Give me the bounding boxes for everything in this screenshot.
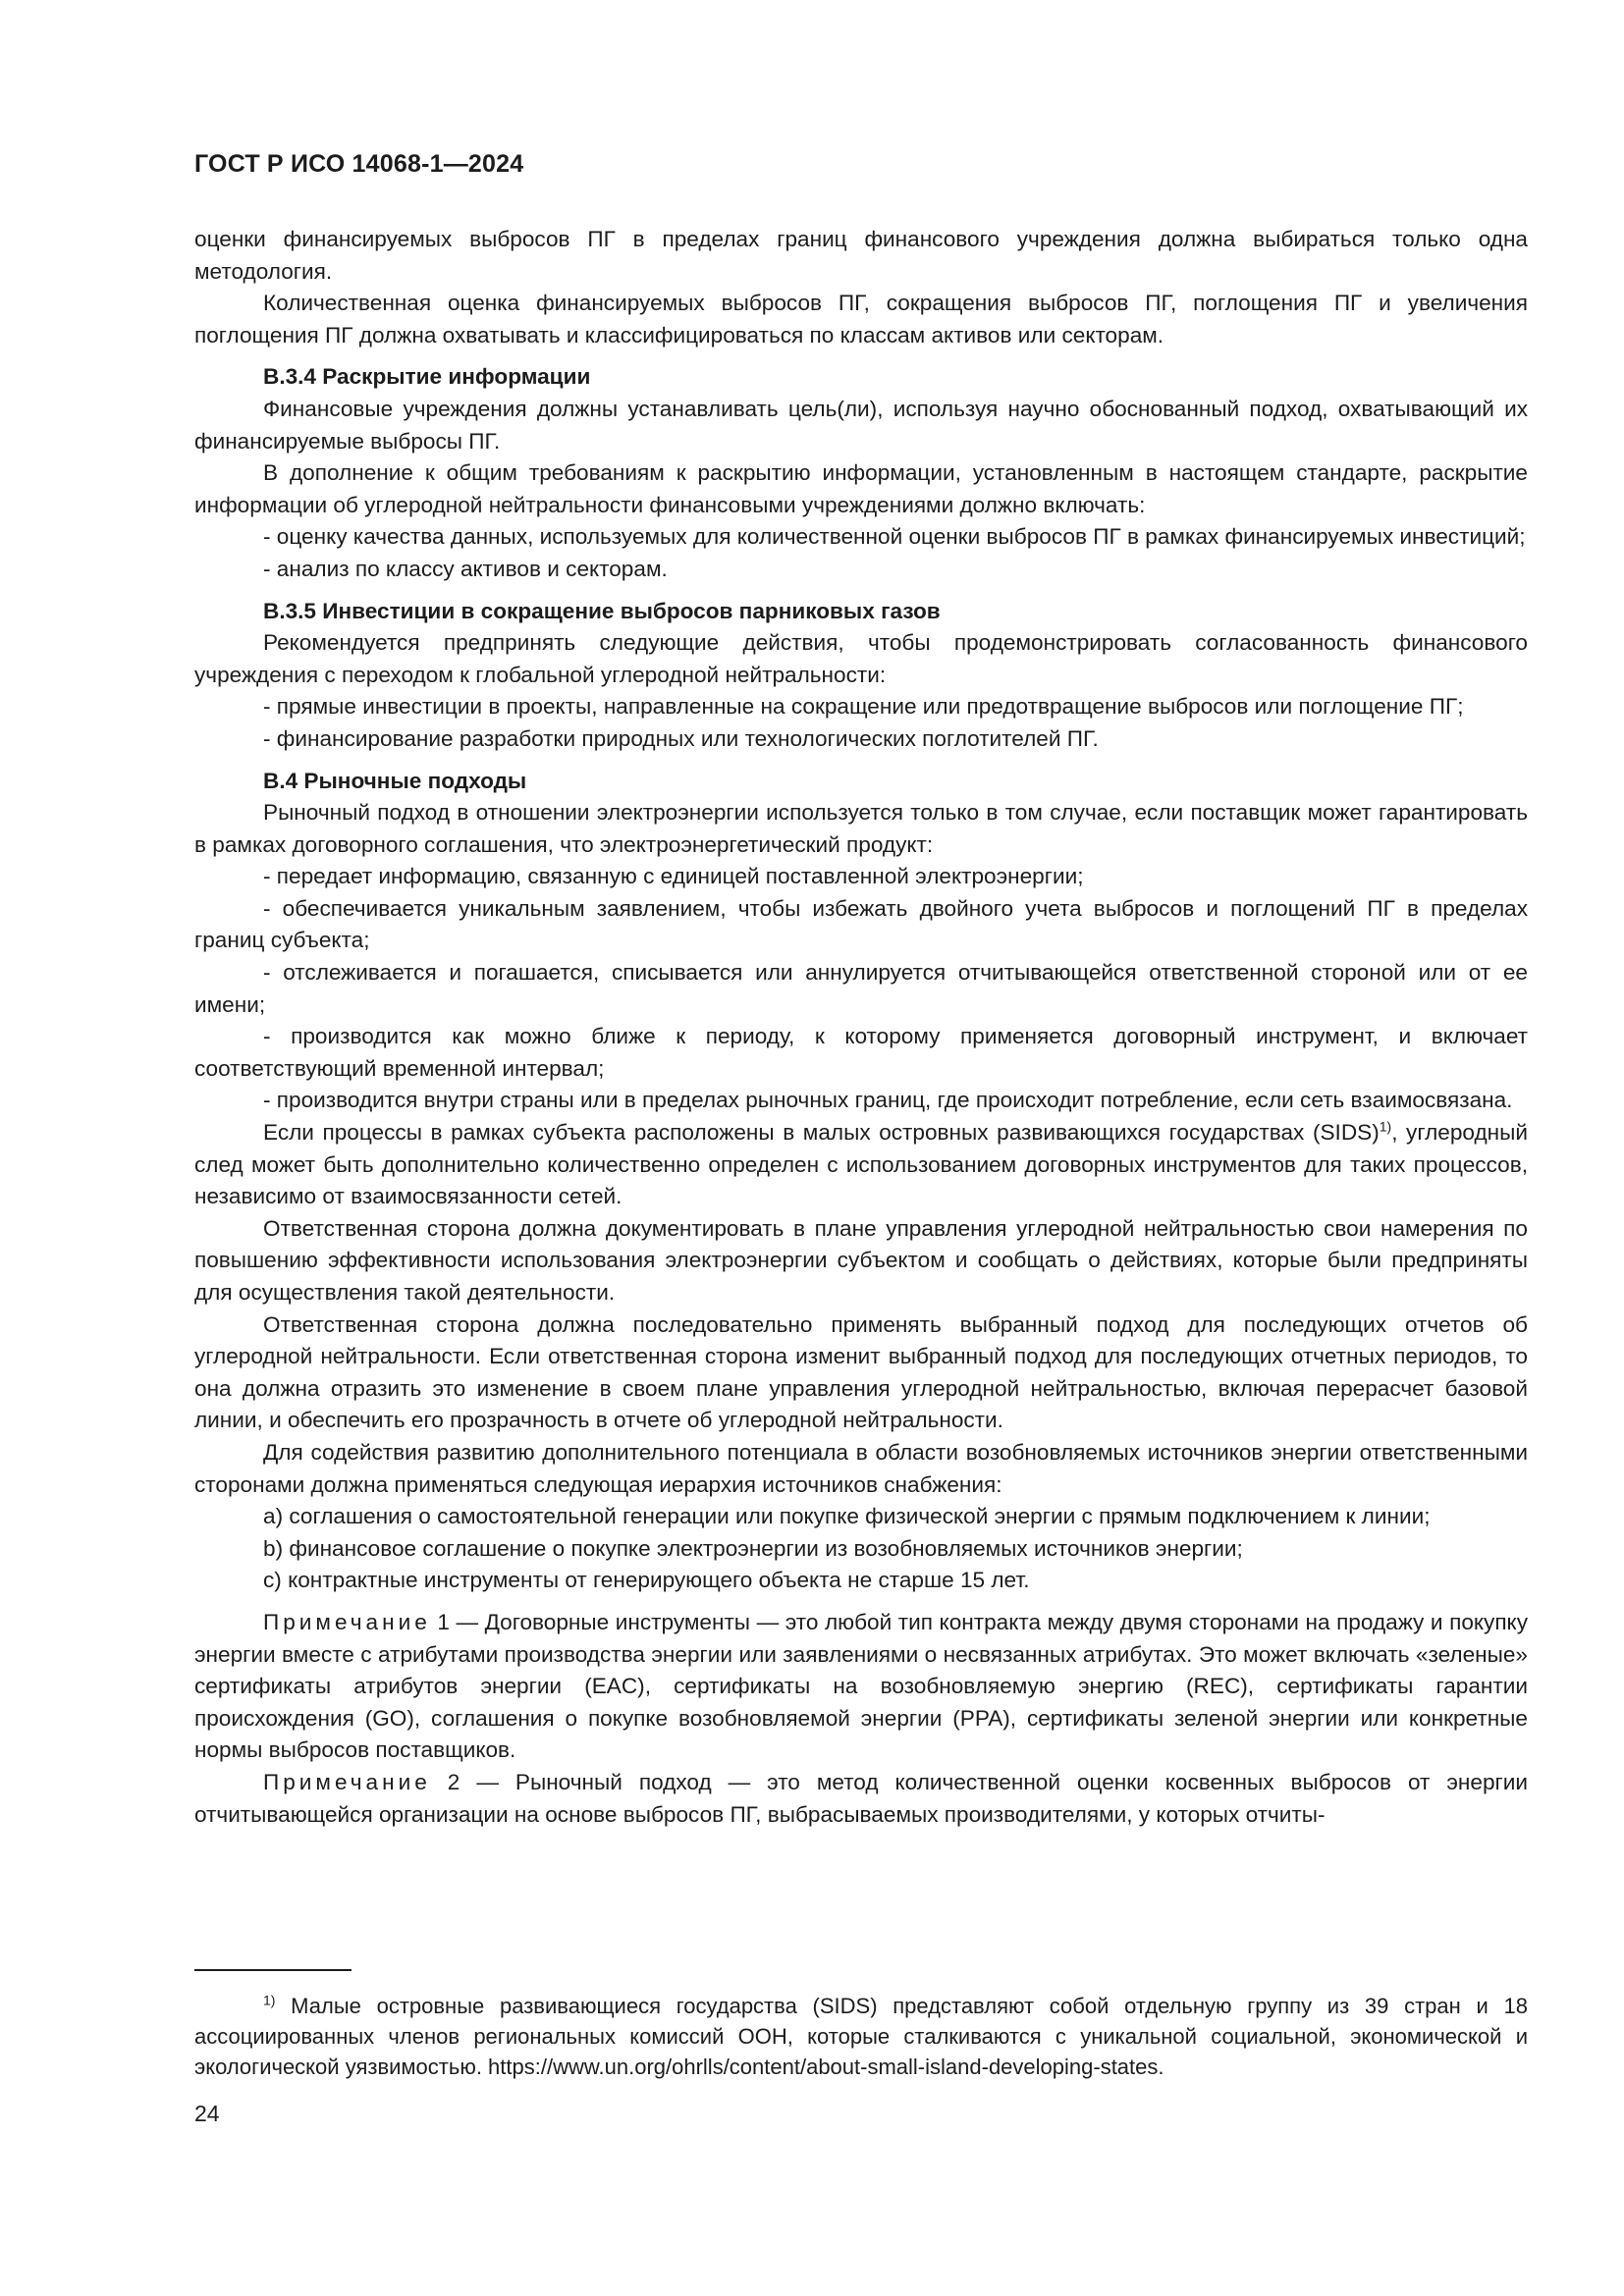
paragraph: Рыночный подход в отношении электроэнергии используется только в том случае, если поставщик может гарантировать в рамках договорного соглашения, что электроэнергетический продукт: [194, 800, 1528, 857]
list-item: - передает информацию, связанную с единицей поставленной электроэнергии; [263, 864, 1084, 889]
list-item: - производится как можно ближе к периоду, к которому применяется договорный инструмент, и включает соответствующий временной интервал; [194, 1024, 1528, 1081]
list-item: - отслеживается и погашается, списывается или аннулируется отчитывающейся ответственной стороной или от ее имени; [194, 960, 1528, 1017]
note-label: Примечание [263, 1609, 431, 1634]
paragraph: Для содействия развитию дополнительного потенциала в области возобновляемых источников энергии ответственными сторонами должна применяться следующая иерархия источников снабжения: [194, 1439, 1528, 1497]
footnote-divider [194, 1969, 352, 1971]
list-item: - прямые инвестиции в проекты, направленные на сокращение или предотвращение выбросов или поглощение ПГ; [263, 694, 1464, 720]
document-body [194, 224, 1528, 1831]
paragraph-text: Если процессы в рамках субъекта расположены в малых островных развивающихся государствах (SIDS) [263, 1120, 1380, 1146]
paragraph: Ответственная сторона должна документировать в плане управления углеродной нейтральностью свои намерения по повышению эффективности использования электроэнергии субъектом и сообщать о действиях, которые были предприняты для осуществления такой деятельности. [194, 1215, 1528, 1305]
note-text: 2 — Рыночный подход — это метод количественной оценки косвенных выбросов от энергии отчитывающейся организации на основе выбросов ПГ, выбрасываемых производителями, у которых отчиты- [194, 1769, 1528, 1827]
list-item: - оценку качества данных, используемых для количественной оценки выбросов ПГ в рамках финансируемых инвестиций; [263, 524, 1526, 550]
paragraph: В дополнение к общим требованиям к раскрытию информации, установленным в настоящем стандарте, раскрытие информации об углеродной нейтральности финансовыми учреждениями должно включать: [194, 460, 1528, 517]
list-item: - анализ по классу активов и секторам. [263, 556, 668, 581]
list-item: - финансирование разработки природных или технологических поглотителей ПГ. [263, 725, 1099, 751]
list-item: c) контрактные инструменты от генерирующего объекта не старше 15 лет. [263, 1568, 1030, 1593]
footnote-ref: 1) [1379, 1118, 1392, 1135]
footnote [194, 1991, 1528, 2082]
paragraph: Рекомендуется предпринять следующие действия, чтобы продемонстрировать согласованность финансового учреждения с переходом к глобальной углеродной нейтральности: [194, 630, 1528, 687]
list-item: a) соглашения о самостоятельной генерации или покупке физической энергии с прямым подключением к линии; [263, 1504, 1431, 1529]
paragraph [194, 1117, 1528, 1213]
list-item: b) финансовое соглашение о покупке электроэнергии из возобновляемых источников энергии; [263, 1535, 1243, 1561]
list-item: - производится внутри страны или в пределах рыночных границ, где происходит потребление, если сеть взаимосвязана. [263, 1088, 1513, 1113]
section-heading-b35: B.3.5 Инвестиции в сокращение выбросов парниковых газов [263, 598, 941, 623]
paragraph-text: , углеродный след может быть дополнительно количественно определен с использованием договорных инструментов для таких процессов, независимо от взаимосвязанности сетей. [194, 1120, 1528, 1209]
footnote-text [194, 1991, 1528, 2082]
section-heading-b4: B.4 Рыночные подходы [263, 768, 527, 793]
paragraph: Финансовые учреждения должны устанавливать цель(ли), используя научно обоснованный подход, охватывающий их финансируемые выбросы ПГ. [194, 396, 1528, 454]
footnote-mark: 1) [263, 1992, 276, 2008]
page-number: 24 [194, 2101, 220, 2126]
note-label: Примечание [263, 1769, 431, 1794]
note-text: 1 — Договорные инструменты — это любой тип контракта между двумя сторонами на продажу и покупку энергии вместе с атрибутами производства энергии или заявлениями о несвязанных атрибутах. Это может включать «зеленые» сертификаты атрибутов энергии (EAC), сертификаты на возобновляемую энергию (REC), сертификаты гарантии происхождения (GO), соглашения о покупке возобновляемой энергии (PPA), сертификаты зеленой энергии или конкретные нормы выбросов поставщиков. [194, 1609, 1528, 1763]
paragraph: Ответственная сторона должна последовательно применять выбранный подход для последующих отчетов об углеродной нейтральности. Если ответственная сторона изменит выбранный подход для последующих отчетных периодов, то она должна отразить это изменение в своем плане управления углеродной нейтральностью, включая перерасчет базовой линии, и обеспечить его прозрачность в отчете об углеродной нейтральности. [194, 1311, 1528, 1433]
list-item: - обеспечивается уникальным заявлением, чтобы избежать двойного учета выбросов и поглощений ПГ в пределах границ субъекта; [194, 895, 1528, 953]
paragraph: оценки финансируемых выбросов ПГ в пределах границ финансового учреждения должна выбираться только одна методология. [194, 227, 1528, 284]
note-1 [194, 1607, 1528, 1767]
note-2 [194, 1767, 1528, 1831]
document-header: ГОСТ Р ИСО 14068-1—2024 [194, 150, 524, 178]
section-heading-b34: B.3.4 Раскрытие информации [263, 364, 591, 390]
paragraph: Количественная оценка финансируемых выбросов ПГ, сокращения выбросов ПГ, поглощения ПГ и увеличения поглощения ПГ должна охватывать и классифицироваться по классам активов или секторам. [194, 291, 1528, 347]
footnote-body: Малые островные развивающиеся государства (SIDS) представляют собой отдельную группу из 39 стран и 18 ассоциированных членов региональных комиссий ООН, которые сталкиваются с уникальной социальной, экономической и экологической уязвимостью. https://www.un.org/ohrlls/content/about-small-island-developing-states. [194, 1994, 1528, 2079]
